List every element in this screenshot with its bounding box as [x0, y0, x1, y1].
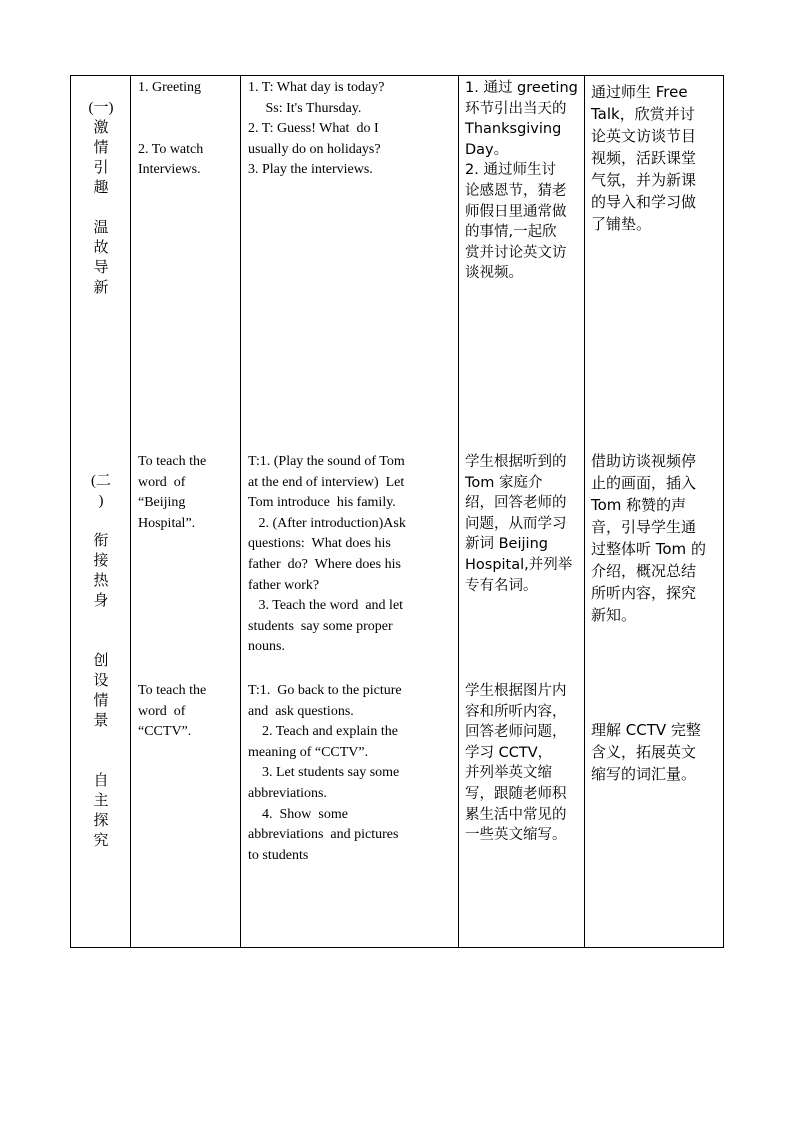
section-title-char: 情 — [93, 693, 109, 709]
section-title-char: 引 — [93, 160, 109, 176]
section-title-char: 新 — [93, 280, 109, 296]
section-title-char — [71, 511, 131, 531]
purpose-column — [585, 76, 724, 948]
row3-procedure: T:1. Go back to the picture and ask questions. 2. Teach and explain the meaning of “CCTV”. 3. Let students say some abbreviations. 4. Show some abbreviations and pictures to students — [248, 683, 402, 863]
section-title-char: 景 — [93, 713, 109, 729]
section-title-char — [71, 611, 131, 631]
section-title-char: 身 — [93, 593, 109, 609]
row1-student-activity: 1. 通过 greeting 环节引出当天的 Thanksgiving Day。 2. 通过师生讨 论感恩节，猜老 师假日里通常做 的事情,一起欣 赏并讨论英文访 谈视频。 — [465, 80, 578, 282]
section-title-char — [71, 751, 131, 771]
section-2-title — [71, 471, 131, 851]
section-title-char: (一) — [88, 100, 114, 116]
section-title-char: 设 — [93, 673, 109, 689]
section-title-char: 温 — [93, 220, 109, 236]
section-title-char: 接 — [93, 553, 109, 569]
row3-activity: To teach the word of “CCTV”. — [138, 683, 207, 740]
section-title-char: ) — [98, 493, 104, 509]
section-title-char: 探 — [93, 813, 109, 829]
section-title-char — [71, 631, 131, 651]
section-title-char: 导 — [93, 260, 109, 276]
section-title-char: 自 — [93, 773, 109, 789]
section-title-char: 故 — [93, 240, 109, 256]
activity-column — [131, 76, 241, 948]
section-title-char: 创 — [93, 653, 109, 669]
student-activity-column — [459, 76, 585, 948]
row3-purpose: 理解 CCTV 完整 含义，拓展英文 缩写的词汇量。 — [591, 721, 701, 783]
lesson-plan-table — [70, 75, 724, 948]
row1-activity: 1. Greeting 2. To watch Interviews. — [138, 80, 204, 178]
row2-student-activity: 学生根据听到的 Tom 家庭介 绍，回答老师的 问题，从而学习 新词 Beijing Hospital,并列举 专有名词。 — [465, 454, 573, 594]
section-title-char: 趣 — [93, 180, 109, 196]
section-title-char — [71, 731, 131, 751]
section-title-char: 热 — [93, 573, 109, 589]
section-title-column — [71, 76, 131, 948]
section-title-char: 情 — [93, 140, 109, 156]
row2-procedure: T:1. (Play the sound of Tom at the end of interview) Let Tom introduce his family. 2. (After introduction)Ask questions: What does his father do? Where does his father work? 3. Teach the word and let students say some proper nouns. — [248, 454, 406, 655]
section-title-char: (二 — [91, 473, 111, 489]
section-title-char: 激 — [93, 120, 109, 136]
row3-student-activity: 学生根据图片内 容和所听内容， 回答老师问题， 学习 CCTV， 并列举英文缩 写，跟随老师积 累生活中常见的 一些英文缩写。 — [465, 683, 567, 844]
procedure-column — [241, 76, 459, 948]
section-title-char: 究 — [93, 833, 109, 849]
section-title-char: 主 — [93, 793, 109, 809]
row2-activity: To teach the word of “Beijing Hospital”. — [138, 454, 207, 531]
section-title-char — [71, 198, 131, 218]
section-title-char: 衔 — [93, 533, 109, 549]
row2-purpose: 借助访谈视频停 止的画面，插入 Tom 称赞的声 音，引导学生通 过整体听 Tom 的 介绍，概况总结 所听内容，探究 新知。 — [591, 452, 706, 624]
section-1-title — [71, 98, 131, 298]
row1-purpose: 通过师生 Free Talk，欣赏并讨 论英文访谈节目 视频，活跃课堂 气氛，并为新课 的导入和学习做 了铺垫。 — [591, 83, 697, 233]
row1-procedure: 1. T: What day is today? Ss: It's Thursday. 2. T: Guess! What do I usually do on holidays? 3. Play the interviews. — [248, 80, 385, 178]
